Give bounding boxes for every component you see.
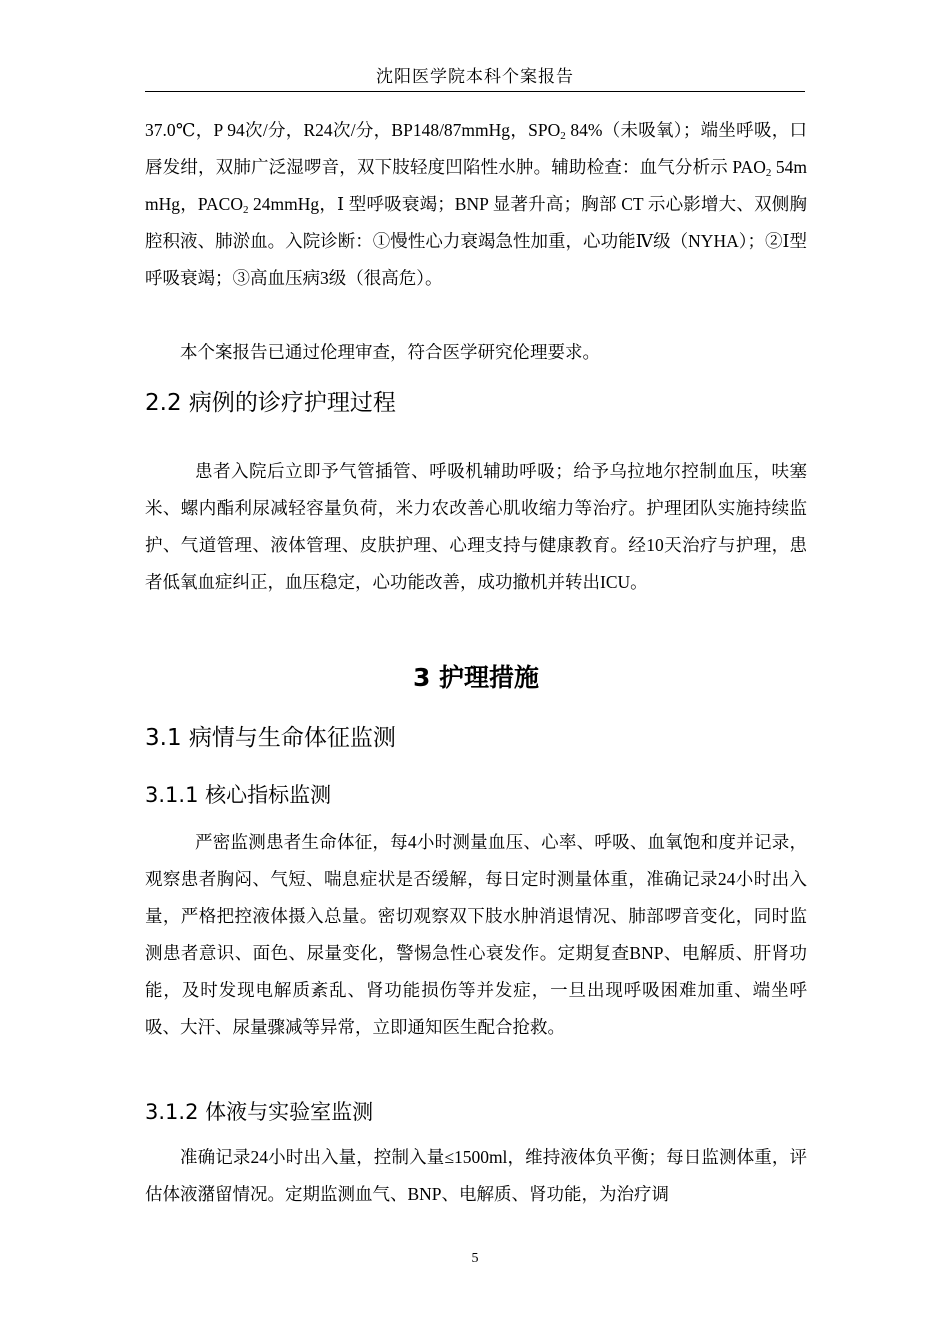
findings-text-1: 37.0℃，P 94次/分，R24次/分，BP148/87mmHg，SPO <box>145 120 561 140</box>
header-divider <box>145 91 805 92</box>
subsection-heading-3-1-2: 3.1.2 体液与实验室监测 <box>145 1100 374 1124</box>
fluid-monitoring-paragraph: 准确记录24小时出入量，控制入量≤1500ml，维持液体负平衡；每日监测体重，评估体液潴留情况。定期监测血气、BNP、电解质、肾功能，为治疗调 <box>145 1147 807 1204</box>
ethics-paragraph: 本个案报告已通过伦理审查，符合医学研究伦理要求。 <box>180 342 600 362</box>
pao2-subscript: 2 <box>765 167 772 179</box>
running-header: 沈阳医学院本科个案报告 <box>376 67 574 87</box>
treatment-paragraph: 患者入院后立即予气管插管、呼吸机辅助呼吸；给予乌拉地尔控制血压，呋塞米、螺内酯利尿减轻容量负荷，米力农改善心肌收缩力等治疗。护理团队实施持续监护、气道管理、液体管理、皮肤护理、心理支持与健康教育。经10天治疗与护理，患者低氧血症纠正，血压稳定，心功能改善，成功撤机并转出ICU。 <box>145 461 807 592</box>
chapter-heading-3: 3 护理措施 <box>412 663 540 692</box>
findings-text-3: 54mmHg，PACO <box>145 157 807 214</box>
findings-text-4: 24mmHg，Ⅰ 型呼吸衰竭；BNP 显著升高；胸部 CT 示心影增大、双侧胸腔积液、肺淤血。入院诊断：①慢性心力衰竭急性加重，心功能Ⅳ级（NYHA）；②Ⅰ型呼吸衰竭；③高血压病3级（很高危）。 <box>145 194 807 288</box>
section-heading-3-1: 3.1 病情与生命体征监测 <box>145 725 396 751</box>
spo2-subscript: 2 <box>560 130 566 142</box>
page-number: 5 <box>471 1251 479 1266</box>
core-monitoring-paragraph: 严密监测患者生命体征，每4小时测量血压、心率、呼吸、血氧饱和度并记录，观察患者胸闷、气短、喘息症状是否缓解，每日定时测量体重，准确记录24小时出入量，严格把控液体摄入总量。密切观察双下肢水肿消退情况、肺部啰音变化，同时监测患者意识、面色、尿量变化，警惕急性心衰发作。定期复查BNP、电解质、肝肾功能，及时发现电解质紊乱、肾功能损伤等并发症，一旦出现呼吸困难加重、端坐呼吸、大汗、尿量骤减等异常，立即通知医生配合抢救。 <box>145 832 807 1037</box>
case-findings-paragraph <box>145 112 807 334</box>
findings-text-2: 84%（未吸氧）；端坐呼吸，口唇发绀，双肺广泛湿啰音，双下肢轻度凹陷性水肿。辅助检查：血气分析示 PAO <box>145 120 807 177</box>
paco2-subscript: 2 <box>242 204 249 216</box>
page-body <box>145 112 807 1213</box>
subsection-heading-3-1-1: 3.1.1 核心指标监测 <box>145 783 332 807</box>
section-heading-2-2: 2.2 病例的诊疗护理过程 <box>145 390 396 416</box>
